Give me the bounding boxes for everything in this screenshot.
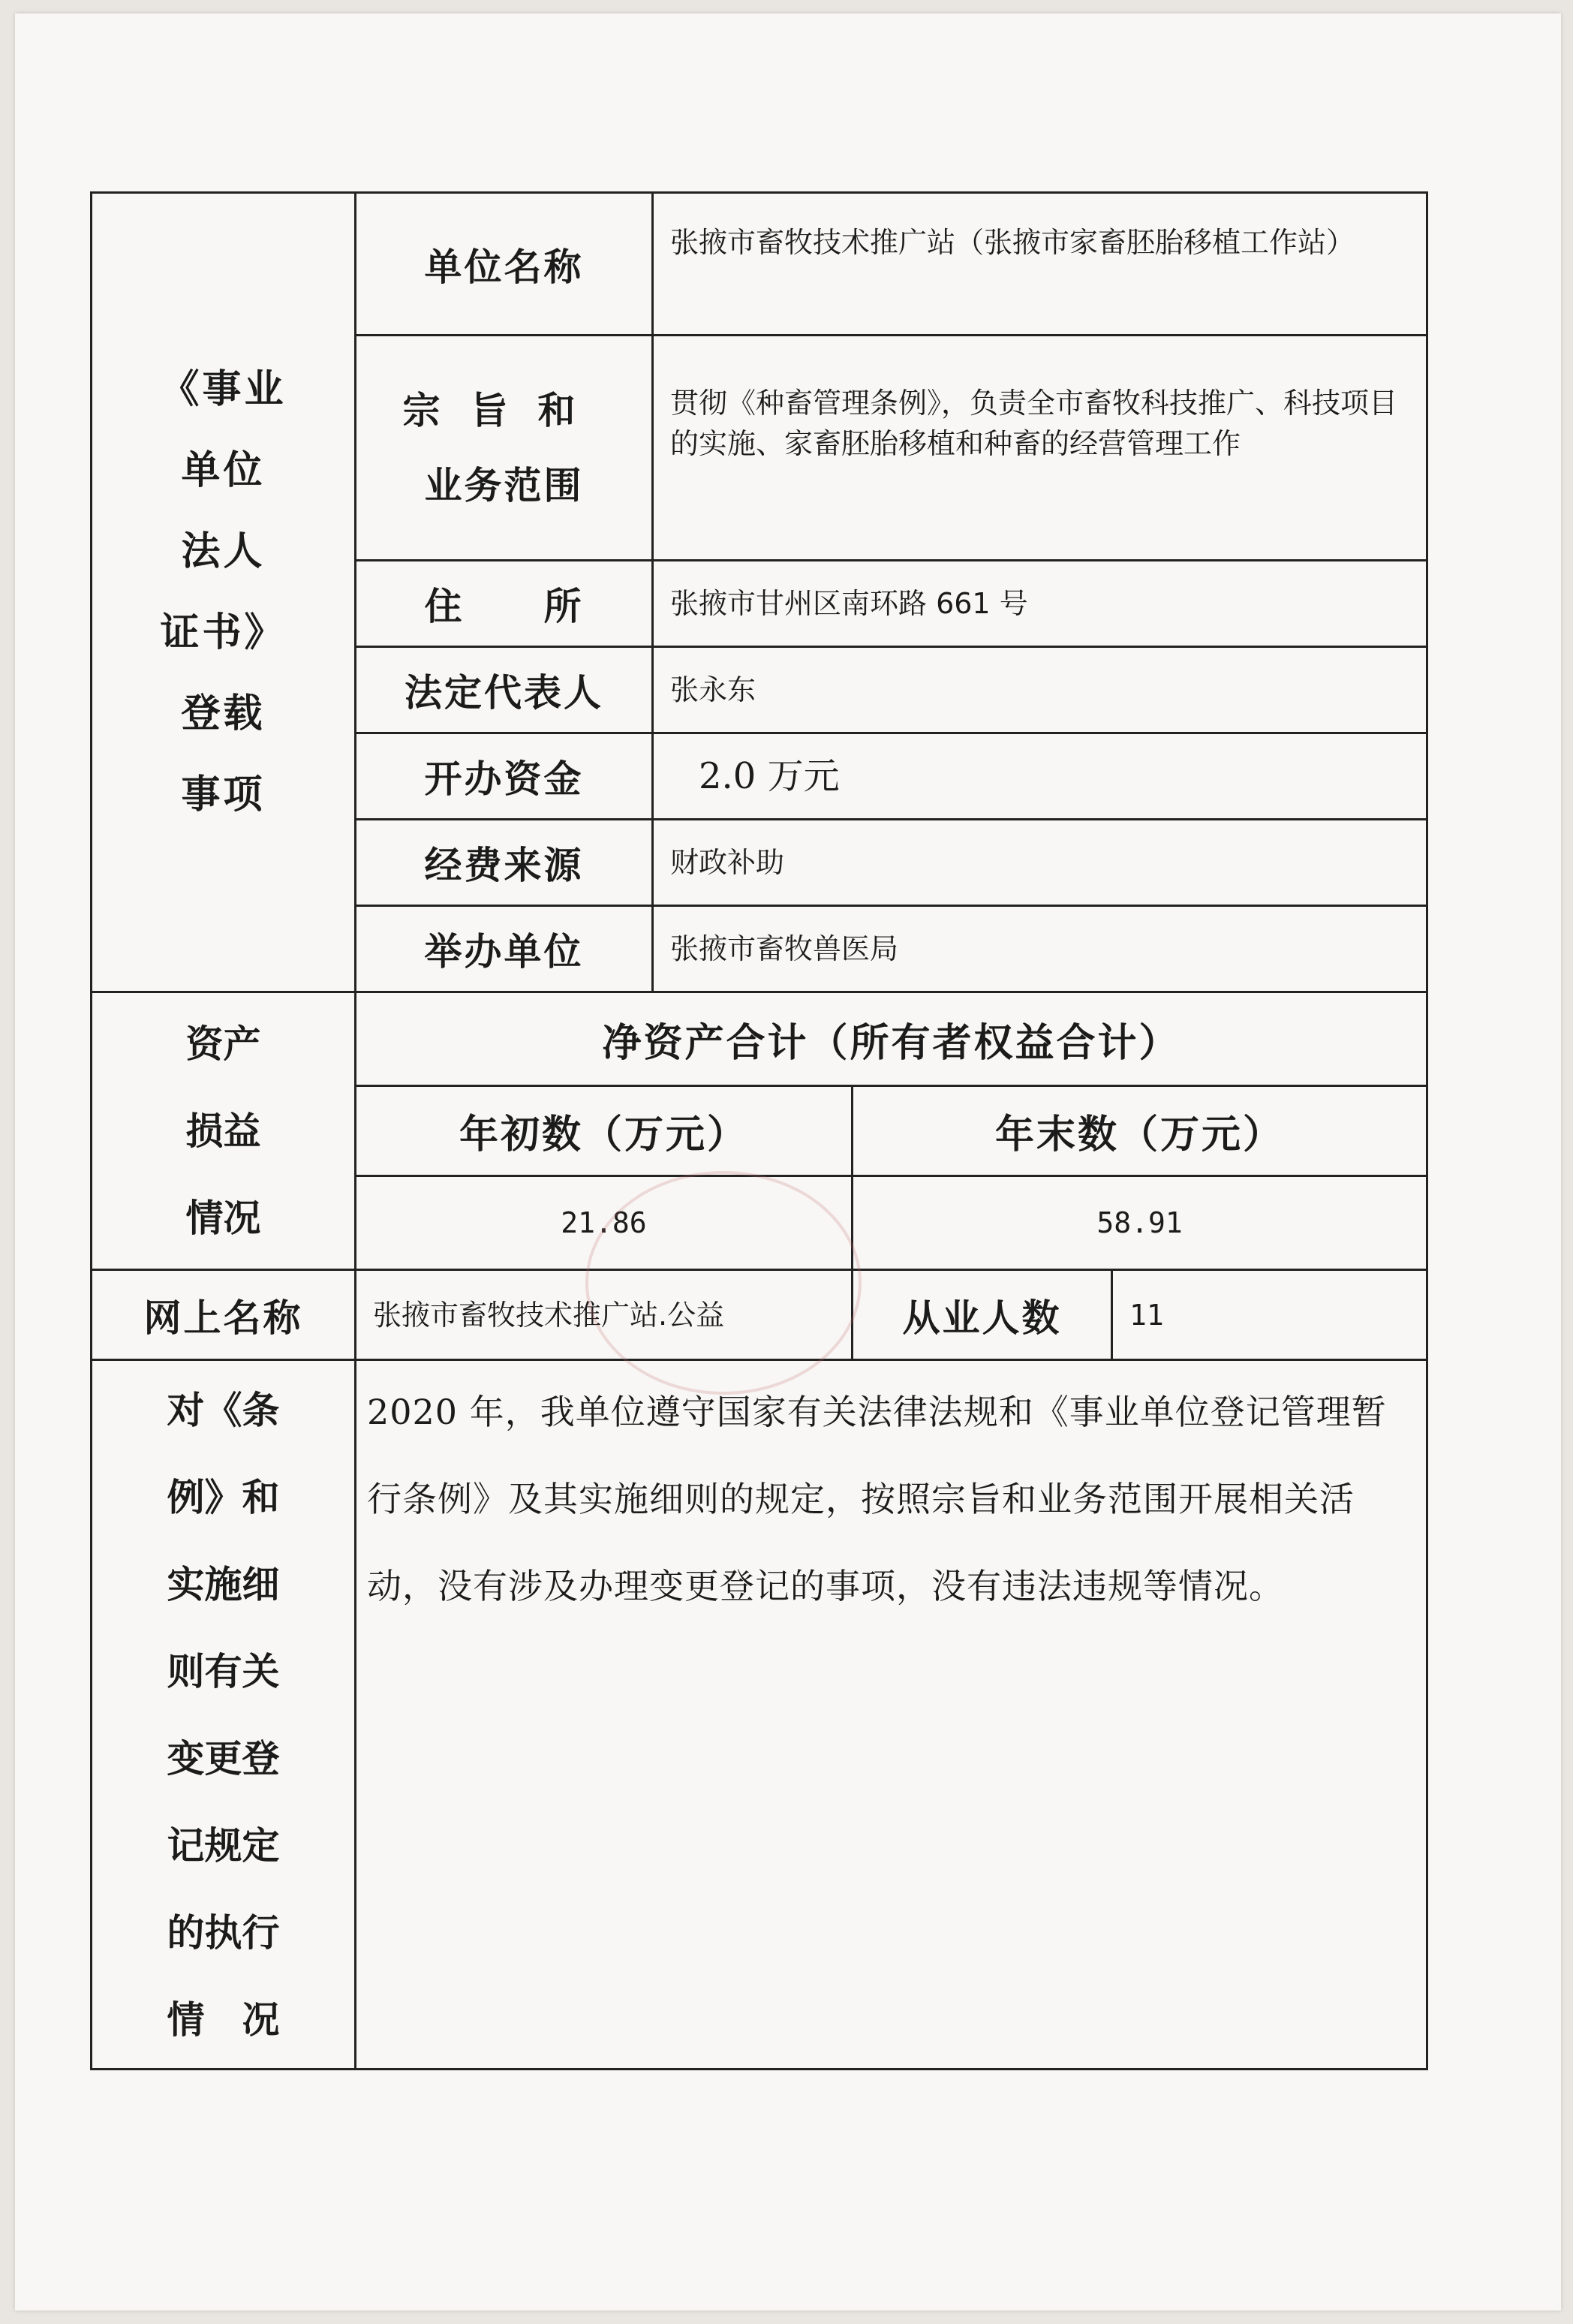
funding-source-value: 财政补助 <box>653 820 1427 906</box>
compliance-label: 对《条 例》和 实施细 则有关 变更登 记规定 的执行 情 况 <box>92 1360 356 2070</box>
unit-name-value: 张掖市畜牧技术推广站（张掖市家畜胚胎移植工作站） <box>653 193 1427 336</box>
end-year-value: 58.91 <box>853 1176 1427 1270</box>
begin-year-value: 21.86 <box>356 1176 853 1270</box>
end-year-label: 年末数（万元） <box>853 1086 1427 1176</box>
address-value: 张掖市甘州区南环路 661 号 <box>653 561 1427 647</box>
capital-value: 2.0 万元 <box>653 733 1427 820</box>
net-assets-header: 净资产合计（所有者权益合计） <box>356 992 1427 1086</box>
capital-label: 开办资金 <box>356 733 653 820</box>
unit-name-label: 单位名称 <box>356 193 653 336</box>
purpose-value: 贯彻《种畜管理条例》，负责全市畜牧科技推广、科技项目的实施、家畜胚胎移植和种畜的经营管理工作 <box>653 336 1427 561</box>
sponsor-value: 张掖市畜牧兽医局 <box>653 906 1427 992</box>
compliance-text: 2020 年，我单位遵守国家有关法律法规和《事业单位登记管理暂行条例》及其实施细则的规定，按照宗旨和业务范围开展相关活动，没有涉及办理变更登记的事项，没有违法违规等情况。 <box>356 1360 1427 2070</box>
staff-count-label: 从业人数 <box>853 1270 1112 1360</box>
begin-year-label: 年初数（万元） <box>356 1086 853 1176</box>
legal-representative-label: 法定代表人 <box>356 647 653 733</box>
online-name-label: 网上名称 <box>92 1270 356 1360</box>
registration-form-table <box>90 191 1428 2070</box>
funding-source-label: 经费来源 <box>356 820 653 906</box>
staff-count-value: 11 <box>1112 1270 1427 1360</box>
certificate-items-label: 《事业 单位 法人 证书》 登载 事项 <box>92 193 356 992</box>
sponsor-label: 举办单位 <box>356 906 653 992</box>
address-label: 住 所 <box>356 561 653 647</box>
purpose-label: 宗旨和 业务范围 <box>356 336 653 561</box>
online-name-value: 张掖市畜牧技术推广站.公益 <box>356 1270 853 1360</box>
legal-representative-value: 张永东 <box>653 647 1427 733</box>
assets-label: 资产 损益 情况 <box>92 992 356 1270</box>
